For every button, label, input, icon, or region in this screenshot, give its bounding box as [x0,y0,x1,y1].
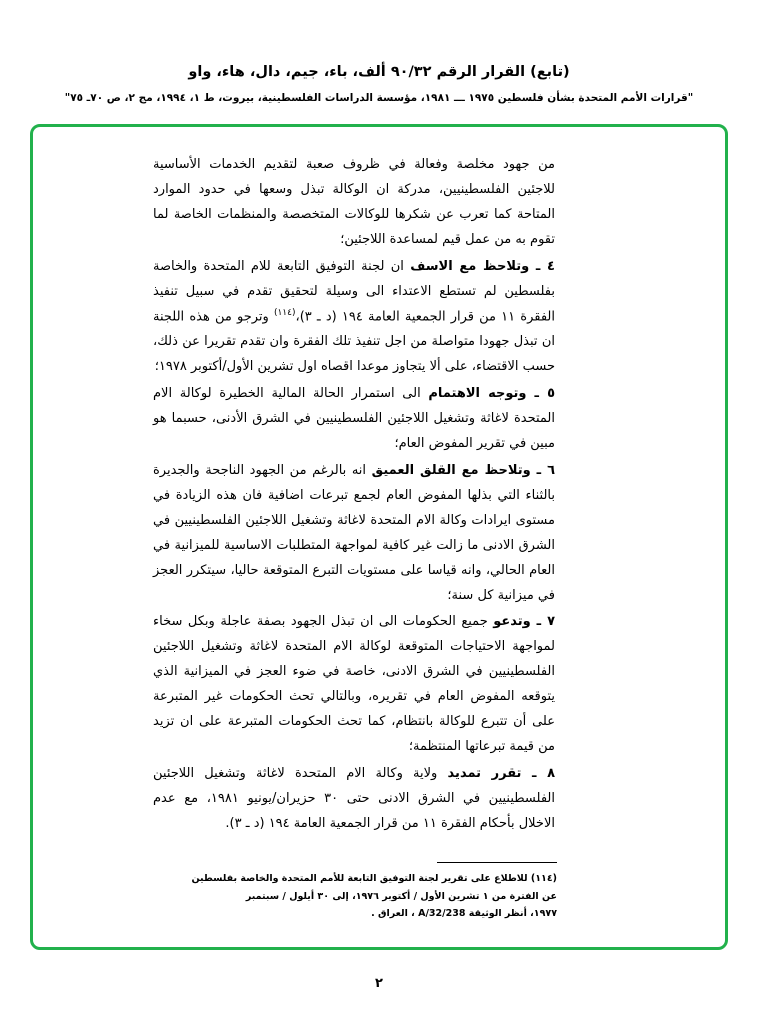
footnote-text [153,870,557,923]
paragraph-item-6 [153,459,555,609]
paragraph-item-6-lead: ٦ ـ وتلاحظ مع القلق العميق [371,462,555,478]
body-text-column [153,153,555,837]
footnote-line-2: عن الفترة من ١ تشرين الأول / أكتوبر ١٩٧٦، إلى ٣٠ أيلول / سبتمبر [245,890,557,902]
footnote-marker-114: (١١٤) [273,307,296,318]
footnote-block [153,862,557,923]
paragraph-intro [153,153,555,253]
page-number: ٢ [375,976,383,991]
paragraph-item-5-text: الى استمرار الحالة المالية الخطيرة لوكالة الام المتحدة لاغاثة وتشغيل اللاجئين الفلسطينيين في الشرق الأدنى، حسبما هو مبين في تقرير المفوض العام؛ [153,385,555,451]
document-title: (تابع) القرار الرقم ٩٠/٣٢ ألف، باء، جيم، دال، هاء، واو [188,64,570,80]
paragraph-item-8-lead: ٨ ـ تقرر تمديد [447,766,556,782]
paragraph-item-8-text: ولاية وكالة الام المتحدة لاغاثة وتشغيل اللاجئين الفلسطينيين في الشرق الادنى حتى ٣٠ حزيران/يونيو ١٩٨١، مع عدم الاخلال بأحكام الفقرة ١١ من قرار الجمعية العامة ١٩٤ (د ـ ٣). [153,766,555,832]
paragraph-item-8 [153,762,555,837]
green-border-frame [30,124,728,950]
document-header [0,62,758,106]
footnote-line-3: ١٩٧٧، أنظر الوثيقة A/32/238 ، العراق . [371,908,557,920]
paragraph-item-4-lead: ٤ ـ وتلاحظ مع الاسف [410,258,555,274]
footnote-divider [437,862,557,863]
paragraph-item-7 [153,610,555,760]
paragraph-item-6-text: انه بالرغم من الجهود الناجحة والجديرة بالثناء التي بذلها المفوض العام لجمع تبرعات اضافية فان هذه الزيادة في مستوى ايرادات وكالة الام المتحدة لاغاثة وتشغيل اللاجئين الفلسطينيين في الشرق الادنى ما زالت غير كافية لمواجهة المتطلبات الاساسية للميزانية في العام الحالي، وانه قياسا على مستويات التبرع المتوقعة حاليا، سيتكرر العجز في ميزانية كل سنة؛ [153,462,555,603]
paragraph-item-5-lead: ٥ ـ وتوجه الاهتمام [428,385,555,401]
paragraph-item-4-text-cont: وترجو من هذه اللجنة ان تبذل جهودا متواصلة من اجل تنفيذ تلك الفقرة وان تقدم تقريرا عن ذلك، حسب الاقتضاء، على ألا يتجاوز موعدا اقصاه اول تشرين الأول/أكتوبر ١٩٧٨؛ [153,309,555,374]
paragraph-item-4 [153,255,555,380]
paragraph-item-7-lead: ٧ ـ وتدعو [493,614,555,630]
paragraph-intro-text: من جهود مخلصة وفعالة في ظروف صعبة لتقديم الخدمات الأساسية للاجئين الفلسطينيين، مدركة ان الوكالة تبذل وسعها في حدود الموارد المتاحة كما تعرب عن شكرها للوكالات المتخصصة والمنظمات الخاصة لما تقوم به من عمل قيم لمساعدة اللاجئين؛ [153,157,555,247]
document-subtitle: "قرارات الأمم المتحدة بشأن فلسطين ١٩٧٥ ـــ ١٩٨١، مؤسسة الدراسات الفلسطينية، بيروت، ط ١، ١٩٩٤، مج ٢، ص ٧٠ـ ٧٥" [64,92,694,105]
footnote-line-1: (١١٤) للاطلاع على تقرير لجنة التوفيق التابعة للأمم المتحدة والخاصة بفلسطين [191,873,557,885]
paragraph-item-7-text: جميع الحكومات الى ان تبذل الجهود بصفة عاجلة وبكل سخاء لمواجهة الاحتياجات المتوقعة لوكالة الام المتحدة لاغاثة وتشغيل اللاجئين الفلسطينيين في الشرق الادنى، خاصة في ضوء العجز في الميزانية الذي يتوقعه المفوض العام في تقريره، وبالتالي تحث الحكومات غير المتبرعة على أن تتبرع للوكالة بانتظام، كما تحث الحكومات المتبرعة على ان تزيد من قيمة تبرعاتها المنتظمة؛ [153,614,555,755]
document-body [153,153,555,937]
paragraph-item-4-text: ان لجنة التوفيق التابعة للام المتحدة والخاصة بفلسطين لم تستطع الاعتداء الى وسيلة لتحقيق تقدم في سبيل تنفيذ الفقرة ١١ من قرار الجمعية العامة ١٩٤ (د ـ ٣)، [153,258,555,325]
paragraph-item-5 [153,382,555,457]
